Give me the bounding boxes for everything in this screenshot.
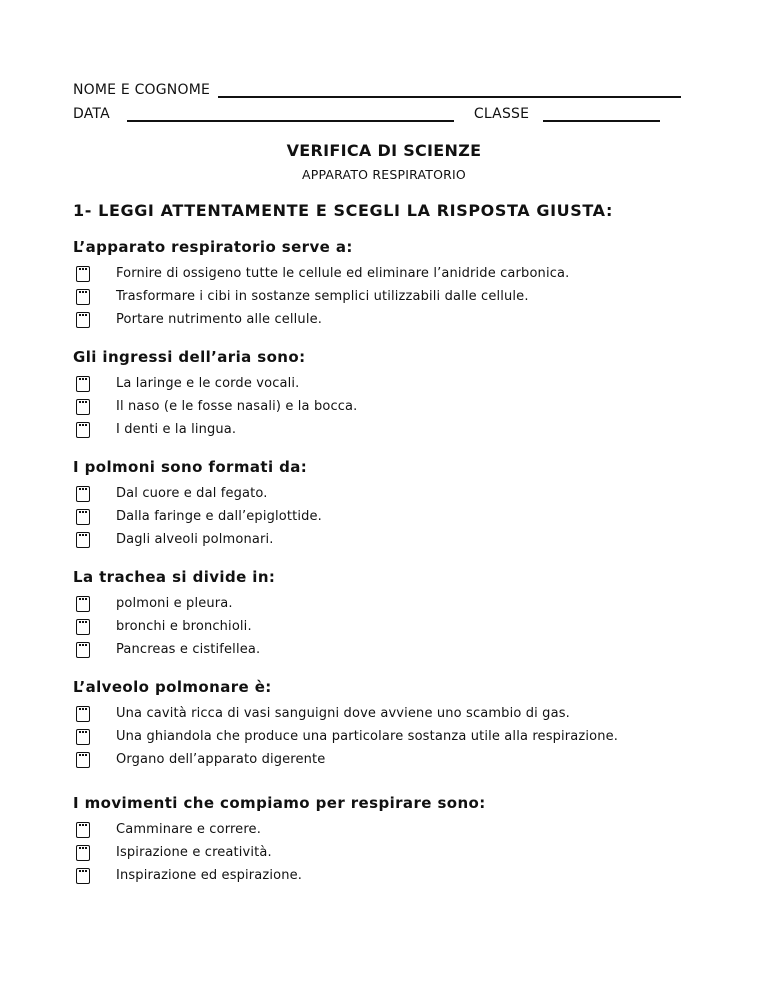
option-text: Camminare e correre. [116, 822, 261, 837]
option-row [73, 702, 713, 725]
option-row [73, 285, 713, 308]
option-row [73, 308, 713, 331]
question-1 [73, 236, 713, 331]
checkbox[interactable] [76, 596, 90, 612]
option-row [73, 528, 713, 551]
checkbox[interactable] [76, 422, 90, 438]
checkbox[interactable] [76, 619, 90, 635]
option-text: Una ghiandola che produce una particolare sostanza utile alla respirazione. [116, 729, 619, 744]
option-row [73, 864, 713, 887]
checkbox[interactable] [76, 752, 90, 768]
option-text: Dalla faringe e dall’epiglottide. [116, 509, 322, 524]
checkbox[interactable] [76, 845, 90, 861]
option-text: Il naso (e le fosse nasali) e la bocca. [116, 399, 358, 414]
checkbox[interactable] [76, 399, 90, 415]
option-text: polmoni e pleura. [116, 596, 233, 611]
option-text: Dal cuore e dal fegato. [116, 486, 268, 501]
option-row [73, 262, 713, 285]
checkbox[interactable] [76, 376, 90, 392]
date-class-row [73, 106, 660, 122]
question-text: L’apparato respiratorio serve a: [73, 238, 353, 256]
date-label: DATA [73, 106, 110, 122]
option-row [73, 841, 713, 864]
checkbox[interactable] [76, 509, 90, 525]
question-5 [73, 676, 713, 771]
checkbox[interactable] [76, 642, 90, 658]
option-row [73, 615, 713, 638]
option-row [73, 418, 713, 441]
option-text: I denti e la lingua. [116, 422, 237, 437]
question-6 [73, 792, 713, 887]
option-text: Una cavità ricca di vasi sanguigni dove avviene uno scambio di gas. [116, 706, 570, 721]
checkbox[interactable] [76, 868, 90, 884]
question-4 [73, 566, 713, 661]
option-row [73, 725, 713, 748]
question-text: L’alveolo polmonare è: [73, 678, 272, 696]
option-text: Ispirazione e creatività. [116, 845, 272, 860]
option-row [73, 818, 713, 841]
option-row [73, 482, 713, 505]
date-field[interactable] [127, 108, 454, 122]
question-3 [73, 456, 713, 551]
page-subtitle: APPARATO RESPIRATORIO [302, 167, 466, 182]
option-text: bronchi e bronchioli. [116, 619, 252, 634]
checkbox[interactable] [76, 729, 90, 745]
option-row [73, 638, 713, 661]
checkbox[interactable] [76, 532, 90, 548]
checkbox[interactable] [76, 266, 90, 282]
question-text: La trachea si divide in: [73, 568, 276, 586]
option-text: Portare nutrimento alle cellule. [116, 312, 323, 327]
question-text: I polmoni sono formati da: [73, 458, 308, 476]
option-row [73, 372, 713, 395]
checkbox[interactable] [76, 706, 90, 722]
page-title: VERIFICA DI SCIENZE [286, 141, 482, 160]
exercise-heading: 1- LEGGI ATTENTAMENTE E SCEGLI LA RISPOSTA GIUSTA: [73, 201, 613, 220]
option-text: Organo dell’apparato digerente [116, 752, 326, 767]
option-row [73, 748, 713, 771]
option-text: La laringe e le corde vocali. [116, 376, 300, 391]
option-row [73, 505, 713, 528]
checkbox[interactable] [76, 486, 90, 502]
checkbox[interactable] [76, 289, 90, 305]
option-text: Dagli alveoli polmonari. [116, 532, 274, 547]
option-text: Inspirazione ed espirazione. [116, 868, 303, 883]
option-row [73, 592, 713, 615]
option-text: Fornire di ossigeno tutte le cellule ed eliminare l’anidride carbonica. [116, 266, 570, 281]
question-2 [73, 346, 713, 441]
option-text: Trasformare i cibi in sostanze semplici utilizzabili dalle cellule. [116, 289, 529, 304]
question-text: I movimenti che compiamo per respirare sono: [73, 794, 486, 812]
name-row [73, 82, 681, 98]
class-label: CLASSE [473, 106, 530, 122]
name-field[interactable] [218, 84, 681, 98]
checkbox[interactable] [76, 822, 90, 838]
name-label: NOME E COGNOME [73, 82, 211, 98]
question-text: Gli ingressi dell’aria sono: [73, 348, 306, 366]
checkbox[interactable] [76, 312, 90, 328]
class-field[interactable] [543, 108, 660, 122]
option-text: Pancreas e cistifellea. [116, 642, 261, 657]
option-row [73, 395, 713, 418]
